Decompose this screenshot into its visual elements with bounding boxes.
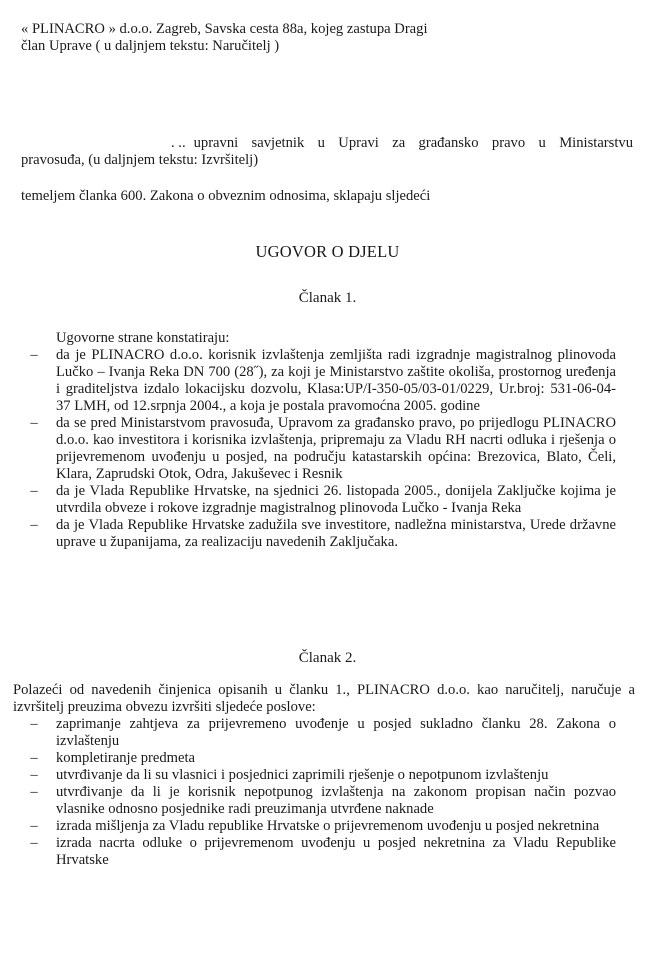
list-item-text: zaprimanje zahtjeva za prijevremeno uvođenje u posjed sukladno članku 28. Zakona o izvlaštenju <box>56 716 616 749</box>
list-item <box>30 784 616 818</box>
dash-bullet: – <box>30 784 38 800</box>
party-executor-block <box>21 135 633 169</box>
list-item <box>30 750 616 767</box>
document-title: UGOVOR O DJELU <box>255 242 400 261</box>
redacted-name-dots: . .. <box>171 135 186 151</box>
list-item-text: izrada nacrta odluke o prijevremenom uvođenju u posjed nekretnina za Vladu Republike Hrvatske <box>56 835 616 868</box>
list-item-text: da je PLINACRO d.o.o. korisnik izvlaštenja zemljišta radi izgradnje magistralnog plinovoda Lučko – Ivanja Reka DN 700 (28˝), za koji je Ministarstvo zaštite okoliša, prostornog uređenja i graditeljstva izdalo lokacijsku dozvolu, Klasa:UP/I-350-05/03-01/0229, Ur.broj: 531-06-04-37 LMH, od 12.srpnja 2004., a koja je postala pravomoćna 2005. godine <box>56 347 616 414</box>
article1-list <box>30 347 616 551</box>
list-item-text: da je Vlada Republike Hrvatske, na sjednici 26. listopada 2005., donijela Zaključke kojima je utvrdila obveze i rokove izgradnje magistralnog plinovoda Lučko - Ivanja Reka <box>56 483 616 516</box>
party2-line1-row <box>21 135 633 152</box>
party2-line2: pravosuđa, (u daljnjem tekstu: Izvršitelj) <box>21 152 259 168</box>
list-item <box>30 415 616 483</box>
list-item-text: kompletiranje predmeta <box>56 750 195 766</box>
list-item-text: izrada mišljenja za Vladu republike Hrvatske o prijevremenom uvođenju u posjed nekretnina <box>56 818 600 834</box>
list-item-text: da je Vlada Republike Hrvatske zadužila sve investitore, nadležna ministarstva, Urede državne uprave u županijama, za realizaciju navedenih Zaključaka. <box>56 517 616 550</box>
dash-bullet: – <box>30 750 38 766</box>
dash-bullet: – <box>30 483 38 499</box>
dash-bullet: – <box>30 818 38 834</box>
list-item-text: utvrđivanje da li su vlasnici i posjednici zaprimili rješenje o nepotpunom izvlaštenju <box>56 767 549 783</box>
list-item <box>30 517 616 551</box>
dash-bullet: – <box>30 716 38 732</box>
party2-line1: upravni savjetnik u Upravi za građansko pravo u Ministarstvu <box>193 135 633 151</box>
article2-intro: Polazeći od navedenih činjenica opisanih u članku 1., PLINACRO d.o.o. kao naručitelj, naručuje a izvršitelj preuzima obvezu izvršiti sljedeće poslove: <box>13 682 635 715</box>
article1-heading: Članak 1. <box>298 290 357 306</box>
list-item <box>30 767 616 784</box>
list-item-text: utvrđivanje da li je korisnik nepotpunog izvlaštenja na zakonom propisan način pozvao vlasnike odnosno posjednike radi preuzimanja utvrđene naknade <box>56 784 616 817</box>
article2-list <box>30 716 616 869</box>
legal-basis-line: temeljem članka 600. Zakona o obveznim odnosima, sklapaju sljedeći <box>21 188 431 204</box>
article2-heading: Članak 2. <box>298 650 357 666</box>
list-item <box>30 835 616 869</box>
list-item <box>30 818 616 835</box>
list-item-text: da se pred Ministarstvom pravosuđa, Upravom za građansko pravo, po prijedlogu PLINACRO d.o.o. kao investitora i korisnika izvlaštenja, pripremaju za Vladu RH nacrti odluka i rješenja o prijevremenom uvođenju u posjed, na području katastarskih općina: Brezovica, Blato, Čeli, Klara, Zaprudski Otok, Odra, Jakuševec i Resnik <box>56 415 616 482</box>
dash-bullet: – <box>30 767 38 783</box>
party1-line1: « PLINACRO » d.o.o. Zagreb, Savska cesta 88a, kojeg zastupa Dragi <box>21 21 428 37</box>
list-item <box>30 347 616 415</box>
dash-bullet: – <box>30 517 38 533</box>
party1-line2: član Uprave ( u daljnjem tekstu: Naručitelj ) <box>21 38 280 54</box>
article1-intro: Ugovorne strane konstatiraju: <box>56 330 230 346</box>
list-item <box>30 716 616 750</box>
party-contractor-block <box>21 21 581 55</box>
dash-bullet: – <box>30 415 38 431</box>
dash-bullet: – <box>30 835 38 851</box>
list-item <box>30 483 616 517</box>
dash-bullet: – <box>30 347 38 363</box>
